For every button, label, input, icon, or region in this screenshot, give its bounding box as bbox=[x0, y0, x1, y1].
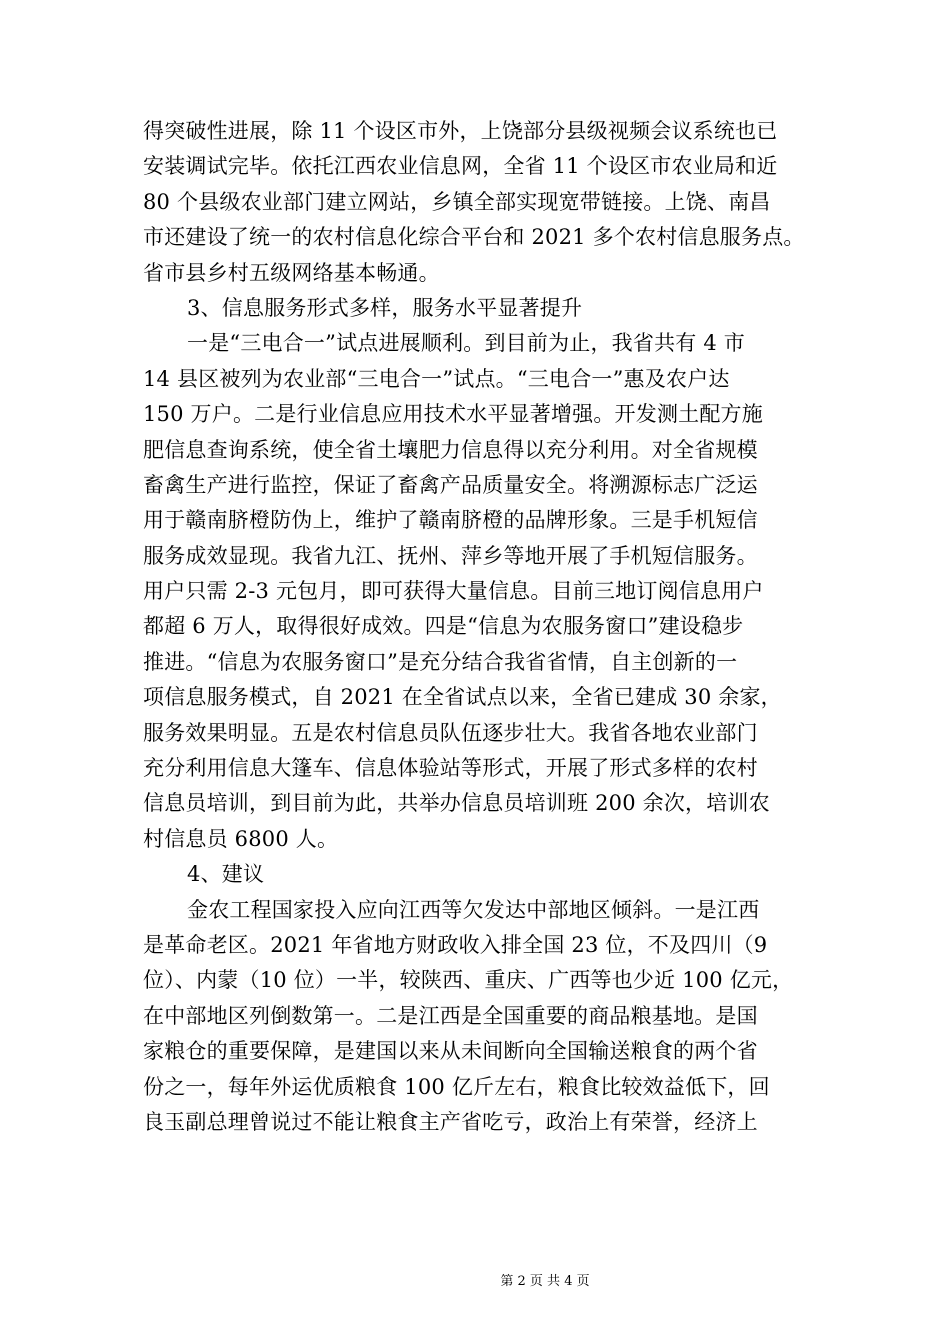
text-line: 用于赣南脐橙防伪上，维护了赣南脐橙的品牌形象。三是手机短信 bbox=[143, 508, 758, 533]
text-line: 服务成效显现。我省九江、抚州、萍乡等地开展了手机短信服务。 bbox=[143, 543, 758, 568]
text-line: 良玉副总理曾说过不能让粮食主产省吃亏，政治上有荣誉，经济上 bbox=[143, 1109, 758, 1134]
section-heading: 3、信息服务形式多样，服务水平显著提升 bbox=[187, 295, 583, 320]
body-text bbox=[143, 114, 823, 1140]
page-number-footer: 第 2 页 共 4 页 bbox=[500, 1274, 590, 1289]
text-line: 信息员培训，到目前为此，共举办信息员培训班 200 余次，培训农 bbox=[143, 791, 770, 816]
text-line: 一是“三电合一”试点进展顺利。到目前为止，我省共有 4 市 bbox=[187, 331, 745, 356]
text-line: 在中部地区列倒数第一。二是江西是全国重要的商品粮基地。是国 bbox=[143, 1003, 758, 1028]
text-line: 150 万户。二是行业信息应用技术水平显著增强。开发测土配方施 bbox=[143, 402, 763, 427]
text-line: 14 县区被列为农业部“三电合一”试点。“三电合一”惠及农户达 bbox=[143, 366, 730, 391]
text-line: 都超 6 万人，取得很好成效。四是“信息为农服务窗口”建设稳步 bbox=[143, 614, 744, 639]
text-line: 安装调试完毕。依托江西农业信息网，全省 11 个设区市农业局和近 bbox=[143, 154, 778, 179]
text-line: 80 个县级农业部门建立网站，乡镇全部实现宽带链接。上饶、南昌 bbox=[143, 189, 771, 214]
text-line: 市还建设了统一的农村信息化综合平台和 2021 多个农村信息服务点。 bbox=[143, 225, 805, 250]
text-line: 用户只需 2-3 元包月，即可获得大量信息。目前三地订阅信息用户 bbox=[143, 579, 764, 604]
text-line: 家粮仓的重要保障，是建国以来从未间断向全国输送粮食的两个省 bbox=[143, 1039, 758, 1064]
section-heading: 4、建议 bbox=[187, 862, 265, 887]
text-line: 村信息员 6800 人。 bbox=[143, 826, 339, 851]
text-line: 肥信息查询系统，使全省土壤肥力信息得以充分利用。对全省规模 bbox=[143, 437, 758, 462]
text-line: 位）、内蒙（10 位）一半，较陕西、重庆、广西等也少近 100 亿元， bbox=[143, 968, 794, 993]
text-line: 项信息服务模式，自 2021 在全省试点以来，全省已建成 30 余家， bbox=[143, 685, 782, 710]
text-line: 充分利用信息大篷车、信息体验站等形式，开展了形式多样的农村 bbox=[143, 756, 758, 781]
text-line: 是革命老区。2021 年省地方财政收入排全国 23 位，不及四川（9 bbox=[143, 932, 768, 957]
text-line: 畜禽生产进行监控，保证了畜禽产品质量安全。将溯源标志广泛运 bbox=[143, 472, 758, 497]
text-line: 推进。“信息为农服务窗口”是充分结合我省省情，自主创新的一 bbox=[143, 649, 738, 674]
text-line: 省市县乡村五级网络基本畅通。 bbox=[143, 260, 440, 285]
text-line: 份之一，每年外运优质粮食 100 亿斤左右，粮食比较效益低下，回 bbox=[143, 1074, 770, 1099]
text-line: 得突破性进展，除 11 个设区市外，上饶部分县级视频会议系统也已 bbox=[143, 119, 778, 143]
text-line: 金农工程国家投入应向江西等欠发达中部地区倾斜。一是江西 bbox=[187, 897, 760, 922]
text-line: 服务效果明显。五是农村信息员队伍逐步壮大。我省各地农业部门 bbox=[143, 720, 758, 745]
